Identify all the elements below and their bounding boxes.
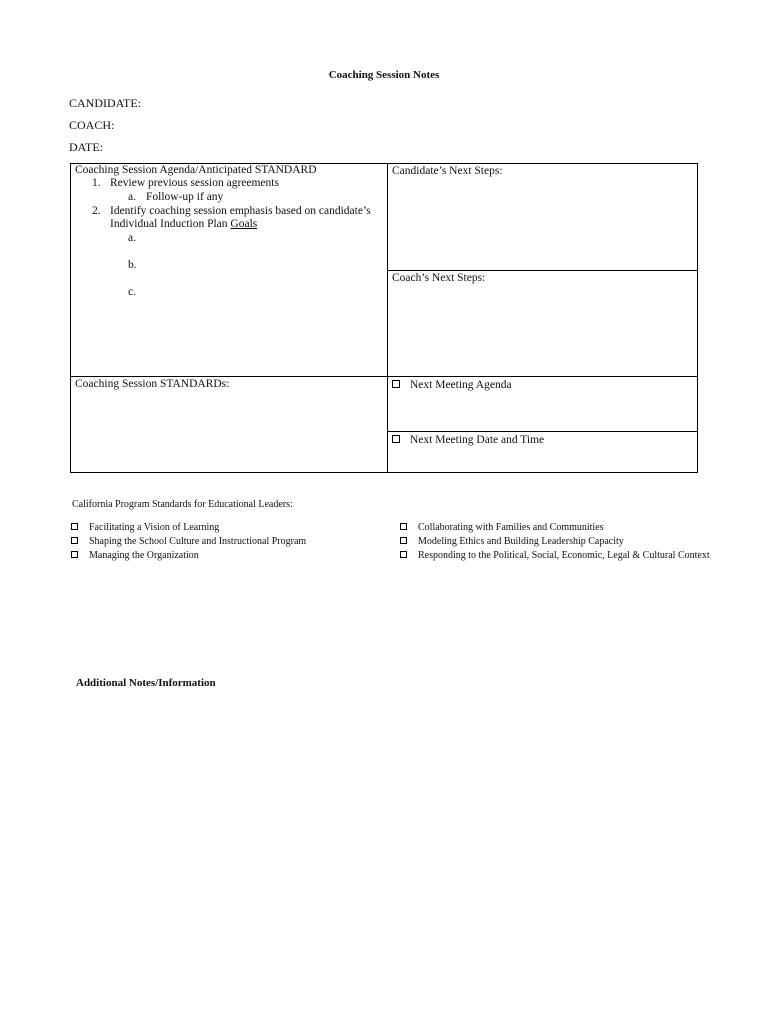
agenda-item-2-line-2 (110, 218, 257, 230)
next-meeting-agenda-label: Next Meeting Agenda (410, 379, 512, 391)
standard-label: Responding to the Political, Social, Economic, Legal & Cultural Context (418, 550, 710, 561)
standard-item (71, 536, 306, 547)
agenda-item-2-line-1: Identify coaching session emphasis based on candidate’s (110, 205, 371, 217)
checkbox-icon[interactable] (400, 523, 407, 530)
checkbox-icon[interactable] (71, 523, 78, 530)
agenda-item-1: Review previous session agreements (110, 177, 279, 189)
candidate-field-label: CANDIDATE: (69, 96, 141, 110)
agenda-item-1-number: 1. (92, 177, 101, 189)
agenda-item-2-line-2-text: Individual Induction Plan (110, 218, 231, 230)
checkbox-icon[interactable] (71, 551, 78, 558)
checkbox-icon[interactable] (400, 537, 407, 544)
checkbox-icon[interactable] (392, 380, 400, 388)
standard-label: Shaping the School Culture and Instructional Program (89, 536, 307, 547)
next-meeting-date-row (388, 432, 697, 446)
next-meeting-agenda-row (388, 377, 697, 391)
standards-heading: California Program Standards for Educational Leaders: (72, 499, 293, 510)
agenda-cell (71, 164, 388, 377)
additional-notes-heading: Additional Notes/Information (76, 677, 216, 689)
standard-label: Facilitating a Vision of Learning (89, 522, 220, 533)
date-field-label: DATE: (69, 140, 103, 154)
agenda-heading: Coaching Session Agenda/Anticipated STANDARD (75, 164, 317, 176)
agenda-item-2-number: 2. (92, 205, 101, 217)
next-meeting-date-label: Next Meeting Date and Time (410, 434, 545, 446)
candidate-next-steps-cell[interactable] (388, 164, 698, 271)
next-meeting-agenda-cell[interactable] (388, 377, 698, 432)
standard-label: Modeling Ethics and Building Leadership Capacity (418, 536, 624, 547)
standard-label: Collaborating with Families and Communities (418, 522, 604, 533)
standard-label: Managing the Organization (89, 550, 199, 561)
checkbox-icon[interactable] (71, 537, 78, 544)
agenda-sub-b: b. (128, 259, 137, 271)
next-meeting-date-cell[interactable] (388, 432, 698, 473)
agenda-sub-a: a. (128, 232, 136, 244)
coach-next-steps-cell[interactable] (388, 271, 698, 377)
standard-item (400, 522, 604, 533)
coach-next-steps-label: Coach’s Next Steps: (392, 272, 486, 284)
standard-item (400, 536, 624, 547)
session-standards-cell[interactable] (71, 377, 388, 473)
coach-field-label: COACH: (69, 118, 115, 132)
candidate-next-steps-label: Candidate’s Next Steps: (392, 165, 503, 177)
agenda-item-1a: Follow-up if any (146, 191, 224, 203)
agenda-item-1a-letter: a. (128, 191, 136, 203)
standard-item (71, 522, 219, 533)
session-table (70, 163, 698, 473)
standard-item (400, 550, 710, 561)
checkbox-icon[interactable] (392, 435, 400, 443)
agenda-sub-c: c. (128, 286, 136, 298)
standard-item (71, 550, 199, 561)
goals-text: Goals (230, 218, 258, 230)
page-title: Coaching Session Notes (328, 69, 440, 81)
checkbox-icon[interactable] (400, 551, 407, 558)
session-standards-label: Coaching Session STANDARDs: (75, 378, 230, 390)
